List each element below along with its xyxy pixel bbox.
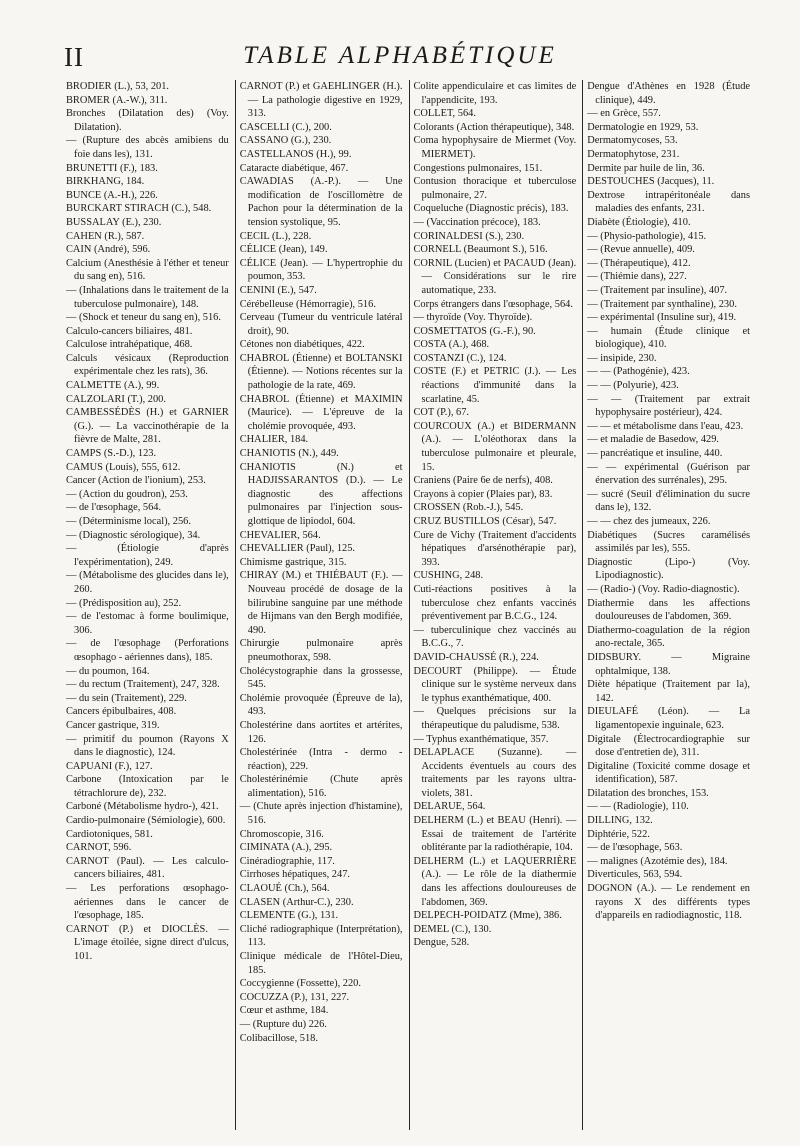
index-entry: — (Thiémie dans), 227. — [587, 271, 687, 283]
index-entry: — (Radio-) (Voy. Radio-diagnostic). — [587, 583, 740, 595]
index-entry: — — (Pathogénie), 423. — [587, 366, 690, 378]
index-entry: CORNIL (Lucien) et PACAUD (Jean). — Considérations sur le rire automatique, 233. — [413, 257, 577, 296]
index-entry: BRUNETTI (F.), 183. — [66, 162, 158, 174]
index-entry: — Les perforations œsophago-aériennes dans le cancer de l'œsophage, 185. — [66, 883, 229, 922]
index-entry: — (Étiologie d'après l'expérimentation), 249. — [66, 543, 229, 568]
index-entry: Carbone (Intoxication par le tétrachlorure de), 232. — [66, 774, 229, 799]
index-entry: — (Prédisposition au), 252. — [66, 597, 182, 609]
index-entry: CAPUANI (F.), 127. — [66, 760, 153, 772]
index-entry: CHANIOTIS (N.) et HADJISSARANTOS (D.). — Le diagnostic des affections pulmonaires par l'injection sous-glottique de lipiodol, 604. — [239, 461, 403, 527]
index-entry: DIEULAFÉ (Léon). — La ligamentopexie inguinale, 623. — [587, 706, 750, 731]
index-entry: — de l'œsophage, 563. — [587, 842, 683, 854]
index-entry: BUSSALAY (E.), 230. — [66, 216, 162, 228]
index-entry: CARNOT (P.) et DIOCLÈS. — L'image étoilée, signe direct d'ulcus, 101. — [66, 923, 229, 962]
index-entry: Diagnostic (Lipo-) (Voy. Lipodiagnostic). — [587, 556, 750, 582]
index-entry: DEMEL (C.), 130. — [413, 923, 492, 935]
index-entry: DAVID-CHAUSSÉ (R.), 224. — [413, 651, 539, 663]
index-entry: Cancer (Action de l'ionium), 253. — [66, 475, 206, 487]
index-entry: BUNCE (A.-H.), 226. — [66, 189, 158, 201]
index-entry: DOGNON (A.). — Le rendement en rayons X des différents types d'appareils en radiodiagnostic, 118. — [587, 883, 750, 922]
index-entry: Diète hépatique (Traitement par la), 142. — [587, 679, 750, 704]
index-entry: DECOURT (Philippe). — Étude clinique sur le système nerveux dans le typhus exanthématique, 400. — [413, 665, 577, 704]
index-entry: CLEMENTE (G.), 131. — [239, 910, 339, 922]
index-entry: — (Physio-pathologie), 415. — [587, 230, 707, 242]
page-title: TABLE ALPHABÉTIQUE — [243, 42, 557, 69]
index-entry: — humain (Étude clinique et biologique), 410. — [587, 325, 750, 351]
index-entry: CIMINATA (A.), 295. — [239, 842, 333, 854]
index-entry: Dermatologie en 1929, 53. — [587, 121, 699, 133]
index-entry: Cholestérinée (Intra - dermo - réaction), 229. — [239, 747, 403, 772]
index-entry: — (Traitement par synthaline), 230. — [587, 298, 737, 310]
index-entry: Cholécystographie dans la grossesse, 545. — [239, 665, 403, 691]
index-entry: CHANIOTIS (N.), 449. — [239, 448, 339, 460]
page-number: II — [64, 42, 84, 72]
index-entry: — (Rupture des abcès amibiens du foie dans les), 131. — [66, 135, 229, 160]
index-entry: — — (Polyurie), 423. — [587, 380, 679, 392]
index-entry: CARNOT (P.) et GAEHLINGER (H.). — La pathologie digestive en 1929, 313. — [239, 81, 403, 120]
index-entry: Cerveau (Tumeur du ventricule latéral droit), 90. — [239, 312, 403, 337]
index-entry: BROMER (A.-W.), 311. — [66, 94, 168, 106]
index-column-1 — [66, 80, 236, 1130]
index-entry: Cholestérinémie (Chute après alimentation), 516. — [239, 774, 403, 799]
index-entry: — de l'œsophage (Perforations œsophago - aériennes dans), 185. — [66, 638, 229, 663]
index-entry: CASSANO (G.), 230. — [239, 135, 332, 147]
index-entry: — — expérimental (Guérison par énervation des surrénales), 295. — [587, 461, 750, 487]
index-entry: — du poumon, 164. — [66, 665, 150, 677]
index-entry: CÉLICE (Jean), 149. — [239, 244, 328, 256]
index-entry: DELPECH-POIDATZ (Mme), 386. — [413, 910, 562, 922]
index-entry: Chimisme gastrique, 315. — [239, 556, 347, 568]
index-entry: Dengue, 528. — [413, 937, 470, 949]
index-entry: — sucré (Seuil d'élimination du sucre dans le), 132. — [587, 488, 750, 514]
index-entry: — tuberculinique chez vaccinés au B.C.G., 7. — [413, 624, 577, 650]
index-entry: Diathermo-coagulation de la région ano-rectale, 365. — [587, 624, 750, 650]
index-entry: CLAOUÉ (Ch.), 564. — [239, 883, 330, 895]
index-entry: Diverticules, 563, 594. — [587, 869, 683, 881]
index-entry: Congestions pulmonaires, 151. — [413, 162, 543, 174]
index-entry: Cérébelleuse (Hémorragie), 516. — [239, 298, 376, 310]
index-entry: CECIL (L.), 228. — [239, 230, 312, 242]
index-entry: Cancers épibulbaires, 408. — [66, 706, 177, 718]
index-entry: Cœur et asthme, 184. — [239, 1005, 329, 1017]
index-entry: — (Shock et teneur du sang en), 516. — [66, 312, 221, 324]
index-entry: — (Rupture du) 226. — [239, 1018, 327, 1030]
index-entry: — (Métabolisme des glucides dans le), 260. — [66, 570, 229, 595]
index-entry: — malignes (Azotémie des), 184. — [587, 855, 728, 867]
index-entry: Diabétiques (Sucres caramélisés assimilés par les), 555. — [587, 529, 750, 555]
index-entry: CHEVALLIER (Paul), 125. — [239, 543, 355, 555]
index-entry: CORINALDESI (S.), 230. — [413, 230, 525, 242]
index-entry: Coqueluche (Diagnostic précis), 183. — [413, 203, 569, 215]
index-entry: Contusion thoracique et tuberculose pulmonaire, 27. — [413, 176, 577, 201]
index-entry: Bronches (Dilatation des) (Voy. Dilatation). — [66, 108, 229, 133]
index-entry: Cuti-réactions positives à la tuberculose chez enfants vaccinés préventivement par B.C.G., 124. — [413, 583, 577, 623]
index-entry: CALZOLARI (T.), 200. — [66, 393, 166, 405]
index-entry: Dermite par huile de lin, 36. — [587, 162, 705, 174]
index-entry: CRUZ BUSTILLOS (César), 547. — [413, 516, 557, 527]
index-entry: — et maladie de Basedow, 429. — [587, 434, 720, 446]
index-entry: — — (Radiologie), 110. — [587, 801, 689, 813]
index-entry: — (Action du goudron), 253. — [66, 488, 188, 500]
index-entry: Chromoscopie, 316. — [239, 828, 324, 840]
index-entry: Diathermie dans les affections douloureuses de l'abdomen, 369. — [587, 597, 750, 623]
index-entry: Cholestérine dans aortites et artérites, 126. — [239, 719, 403, 745]
index-entry: Colorants (Action thérapeutique), 348. — [413, 121, 575, 133]
index-entry: — — chez des jumeaux, 226. — [587, 516, 711, 527]
index-entry: — du sein (Traitement), 229. — [66, 692, 187, 704]
index-entry: — (Revue annuelle), 409. — [587, 244, 695, 256]
index-entry: Clinique médicale de l'Hôtel-Dieu, 185. — [239, 951, 403, 976]
index-entry: Coma hypophysaire de Miermet (Voy. MIERMET). — [413, 135, 577, 160]
index-entry: Cirrhoses hépatiques, 247. — [239, 869, 350, 881]
index-entry: Dengue d'Athènes en 1928 (Étude clinique), 449. — [587, 81, 750, 106]
index-entry: Cholémie provoquée (Épreuve de la), 493. — [239, 692, 403, 718]
index-entry: CARNOT, 596. — [66, 842, 132, 854]
index-entry: — de l'œsophage, 564. — [66, 502, 162, 514]
index-entry: — thyroïde (Voy. Thyroïde). — [413, 312, 533, 324]
index-entry: DELHERM (L.) et BEAU (Henri). — Essai de traitement de l'artérite oblitérante par la radiothérapie, 104. — [413, 815, 577, 854]
index-entry: CENINI (E.), 547. — [239, 284, 317, 296]
index-entry: — — et métabolisme dans l'eau, 423. — [587, 420, 744, 432]
index-entry: CASCELLI (C.), 200. — [239, 121, 332, 133]
index-entry: — de l'estomac à forme boulimique, 306. — [66, 611, 229, 636]
page-header — [0, 40, 800, 80]
index-entry: Cétones non diabétiques, 422. — [239, 339, 365, 351]
index-entry: Carboné (Métabolisme hydro-), 421. — [66, 801, 219, 813]
index-entry: CAWADIAS (A.-P.). — Une modification de l'oscillomètre de Pachon pour la détermination de la tension systolique, 95. — [239, 176, 403, 228]
index-entry: CORNELL (Beaumont S.), 516. — [413, 244, 548, 256]
index-entry: Calculose intrahépatique, 468. — [66, 339, 193, 351]
index-entry: Cure de Vichy (Traitement d'accidents hépatiques d'arsénothérapie par), 393. — [413, 529, 577, 568]
index-entry: DILLING, 132. — [587, 815, 653, 827]
index-entry: DELHERM (L.) et LAQUERRIÈRE (A.). — Le rôle de la diathermie dans les affections douloureuses de l'abdomen, 369. — [413, 855, 577, 908]
index-entry: CROSSEN (Rob.-J.), 545. — [413, 502, 524, 514]
index-column-4 — [583, 80, 756, 1130]
index-entry: Cinéradiographie, 117. — [239, 855, 335, 867]
index-entry: Cancer gastrique, 319. — [66, 719, 160, 731]
index-entry: Calculo-cancers biliaires, 481. — [66, 325, 193, 337]
index-entry: DIDSBURY. — Migraine ophtalmique, 138. — [587, 651, 750, 677]
index-entry: DELARUE, 564. — [413, 801, 486, 813]
index-entry: Chirurgie pulmonaire après pneumothorax, 598. — [239, 638, 403, 663]
index-entry: Dermatomycoses, 53. — [587, 135, 678, 147]
index-entry: — (Diagnostic sérologique), 34. — [66, 529, 201, 541]
index-entry: — (Inhalations dans le traitement de la tuberculose pulmonaire), 148. — [66, 284, 229, 310]
index-entry: CAMUS (Louis), 555, 612. — [66, 461, 181, 473]
index-entry: CAIN (André), 596. — [66, 244, 151, 256]
index-entry: CLASEN (Arthur-C.), 230. — [239, 896, 354, 908]
index-entry: — (Traitement par insuline), 407. — [587, 284, 728, 296]
index-entry: — (Chute après injection d'histamine), 516. — [239, 801, 403, 827]
index-entry: DELAPLACE (Suzanne). — Accidents éventuels au cours des traitements par les rayons ultra-violets, 381. — [413, 747, 577, 799]
index-entry: Colite appendiculaire et cas limites de l'appendicite, 193. — [413, 81, 577, 106]
index-entry: Corps étrangers dans l'œsophage, 564. — [413, 298, 573, 310]
index-entry: CHIRAY (M.) et THIÉBAUT (F.). — Nouveau procédé de dosage de la bilirubine sanguine par une méthode de Hijmans van den Bergh modifiée, 490. — [239, 570, 403, 636]
index-entry: Diphtérie, 522. — [587, 828, 650, 840]
index-columns — [66, 80, 756, 1130]
index-entry: COLLET, 564. — [413, 108, 476, 120]
index-entry: COT (P.), 67. — [413, 407, 470, 419]
index-entry: — primitif du poumon (Rayons X dans le diagnostic), 124. — [66, 733, 229, 759]
index-entry: CHALIER, 184. — [239, 434, 309, 446]
index-entry: DESTOUCHES (Jacques), 11. — [587, 176, 715, 188]
index-entry: — insipide, 230. — [587, 352, 657, 364]
index-entry: CHABROL (Étienne) et MAXIMIN (Maurice). — L'épreuve de la cholémie provoquée, 493. — [239, 393, 403, 432]
index-entry: CÉLICE (Jean). — L'hypertrophie du poumon, 353. — [239, 257, 403, 283]
index-entry: CUSHING, 248. — [413, 570, 484, 582]
index-entry: Dextrose intrapéritonéale dans maladies des enfants, 231. — [587, 189, 750, 215]
index-entry: Craniens (Paire 6e de nerfs), 408. — [413, 475, 553, 487]
index-entry: BRODIER (L.), 53, 201. — [66, 81, 170, 92]
index-entry: CALMETTE (A.), 99. — [66, 380, 160, 392]
index-entry: — du rectum (Traitement), 247, 328. — [66, 679, 220, 691]
index-entry: Diabète (Étiologie), 410. — [587, 216, 691, 228]
index-entry: Cataracte diabétique, 467. — [239, 162, 349, 174]
index-entry: — expérimental (Insuline sur), 419. — [587, 312, 737, 324]
index-entry: COSTE (F.) et PETRIC (J.). — Les réactions d'immunité dans la scarlatine, 45. — [413, 366, 577, 405]
index-entry: — (Thérapeutique), 412. — [587, 257, 691, 269]
index-entry: COSMETTATOS (G.-F.), 90. — [413, 325, 536, 337]
index-entry: Colibacillose, 518. — [239, 1032, 318, 1044]
index-entry: CARNOT (Paul). — Les calculo-cancers biliaires, 481. — [66, 855, 229, 881]
index-entry: CHABROL (Étienne) et BOLTANSKI (Étienne). — Notions récentes sur la pathologie de la rate, 469. — [239, 352, 403, 392]
index-entry: — pancréatique et insuline, 440. — [587, 448, 723, 460]
index-entry: COCUZZA (P.), 131, 227. — [239, 991, 350, 1003]
index-entry: BIRKHANG, 184. — [66, 176, 145, 188]
index-entry: Cardio-pulmonaire (Sémiologie), 600. — [66, 815, 226, 827]
index-entry: Dermatophytose, 231. — [587, 148, 680, 160]
index-entry: — (Déterminisme local), 256. — [66, 516, 191, 527]
index-entry: — Quelques précisions sur la thérapeutique du paludisme, 538. — [413, 706, 577, 731]
index-entry: Cliché radiographique (Interprétation), 113. — [239, 923, 403, 949]
index-entry: CASTELLANOS (H.), 99. — [239, 148, 352, 160]
index-column-2 — [236, 80, 410, 1130]
index-entry: CAMPS (S.-D.), 123. — [66, 448, 157, 460]
index-entry: CAMBESSÉDÈS (H.) et GARNIER (G.). — La vaccinothérapie de la fièvre de Malte, 281. — [66, 407, 229, 446]
index-entry: — — (Traitement par extrait hypophysaire postérieur), 424. — [587, 393, 750, 419]
index-entry: Digitaline (Toxicité comme dosage et identification), 587. — [587, 760, 750, 786]
index-entry: Calculs vésicaux (Reproduction expérimentale chez les rats), 36. — [66, 352, 229, 378]
index-entry: Cardiotoniques, 581. — [66, 828, 153, 840]
index-entry: — (Vaccination précoce), 183. — [413, 216, 541, 228]
index-entry: — en Grèce, 557. — [587, 108, 661, 120]
index-entry: Digitale (Électrocardiographie sur dose d'entretien de), 311. — [587, 733, 750, 759]
index-entry: COSTANZI (C.), 124. — [413, 352, 507, 364]
index-entry: CAHEN (R.), 587. — [66, 230, 145, 242]
index-entry: Crayons à copier (Plaies par), 83. — [413, 488, 553, 500]
index-entry: COURCOUX (A.) et BIDERMANN (A.). — L'oléothorax dans la tuberculose pulmonaire et pleurale, 15. — [413, 420, 577, 473]
index-entry: BURCKART STIRACH (C.), 548. — [66, 203, 212, 215]
index-entry: — Typhus exanthématique, 357. — [413, 733, 549, 745]
index-entry: Calcium (Anesthésie à l'éther et teneur du sang en), 516. — [66, 257, 229, 283]
index-entry: Coccygienne (Fossette), 220. — [239, 978, 361, 990]
index-entry: COSTA (A.), 468. — [413, 339, 490, 351]
index-entry: CHEVALIER, 564. — [239, 529, 321, 541]
index-column-3 — [410, 80, 584, 1130]
index-entry: Dilatation des bronches, 153. — [587, 787, 709, 799]
